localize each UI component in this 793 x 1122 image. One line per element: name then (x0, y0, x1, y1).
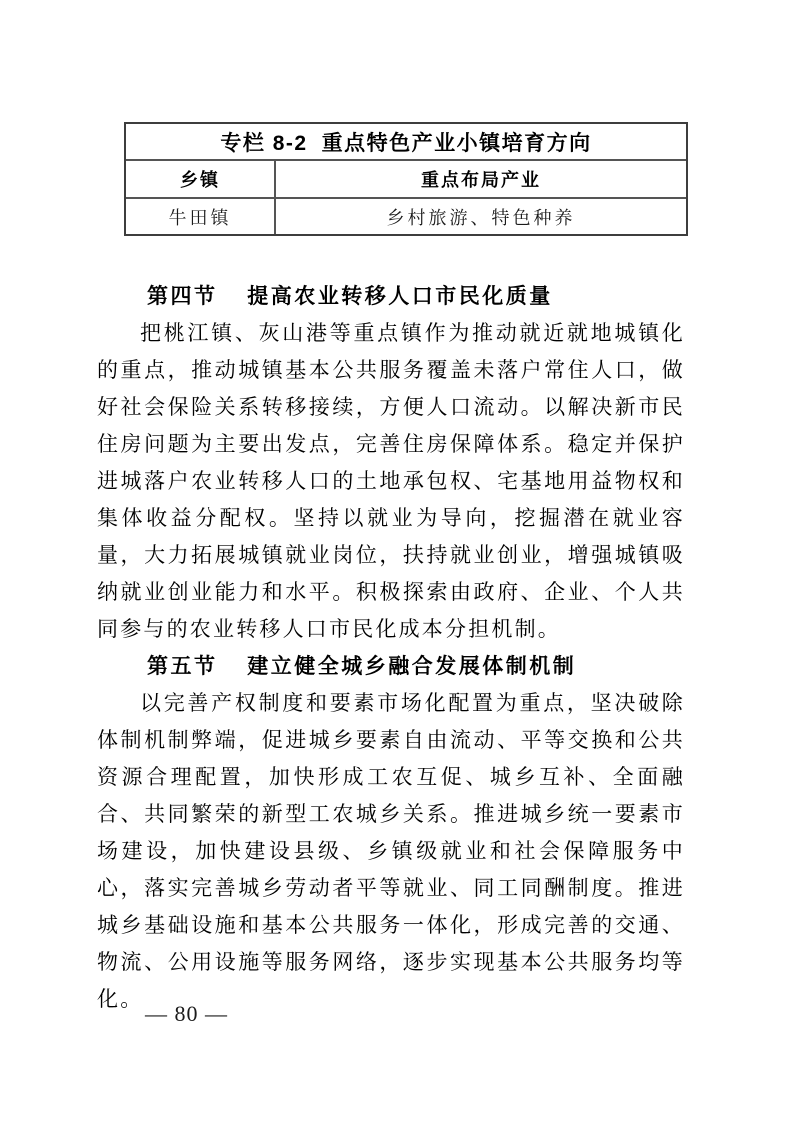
document-body (97, 278, 685, 1018)
page-number: — 80 — (145, 1001, 228, 1026)
table-title (126, 124, 686, 159)
table-row (126, 197, 686, 234)
cell-industries: 乡村旅游、特色种养 (274, 199, 686, 234)
section-5-paragraph: 以完善产权制度和要素市场化配置为重点，坚决破除体制机制弊端，促进城乡要素自由流动、平等交换和公共资源合理配置，加快形成工农互促、城乡互补、全面融合、共同繁荣的新型工农城乡关系。推进城乡统一要素市场建设，加快建设县级、乡镇级就业和社会保障服务中心，落实完善城乡劳动者平等就业、同工同酬制度。推进城乡基础设施和基本公共服务一体化，形成完善的交通、物流、公用设施等服务网络，逐步实现基本公共服务均等化。 (97, 691, 685, 1011)
table-title-label: 专栏 8-2 (220, 131, 308, 155)
cell-town-name: 牛田镇 (168, 207, 232, 228)
section-4-title: 提高农业转移人口市民化质量 (247, 284, 553, 308)
section-heading-5 (97, 648, 685, 685)
section-4-number: 第四节 (147, 284, 218, 308)
table-header-row (126, 159, 686, 197)
section-4-paragraph: 把桃江镇、灰山港等重点镇作为推动就近就地城镇化的重点，推动城镇基本公共服务覆盖未落户常住人口，做好社会保险关系转移接续，方便人口流动。以解决新市民住房问题为主要出发点，完善住房保障体系。稳定并保护进城落户农业转移人口的土地承包权、宅基地用益物权和集体收益分配权。坚持以就业为导向，挖掘潜在就业容量，大力拓展城镇就业岗位，扶持就业创业，增强城镇吸纳就业创业能力和水平。积极探索由政府、企业、个人共同参与的农业转移人口市民化成本分担机制。 (97, 321, 685, 641)
section-5-title: 建立健全城乡融合发展体制机制 (247, 654, 577, 678)
column-header-industries: 重点布局产业 (274, 161, 686, 197)
table-title-text: 重点特色产业小镇培育方向 (321, 131, 592, 155)
section-5-number: 第五节 (147, 654, 218, 678)
column-header-town: 乡镇 (180, 170, 220, 190)
featured-towns-table (124, 122, 688, 236)
section-heading-4 (97, 278, 685, 315)
